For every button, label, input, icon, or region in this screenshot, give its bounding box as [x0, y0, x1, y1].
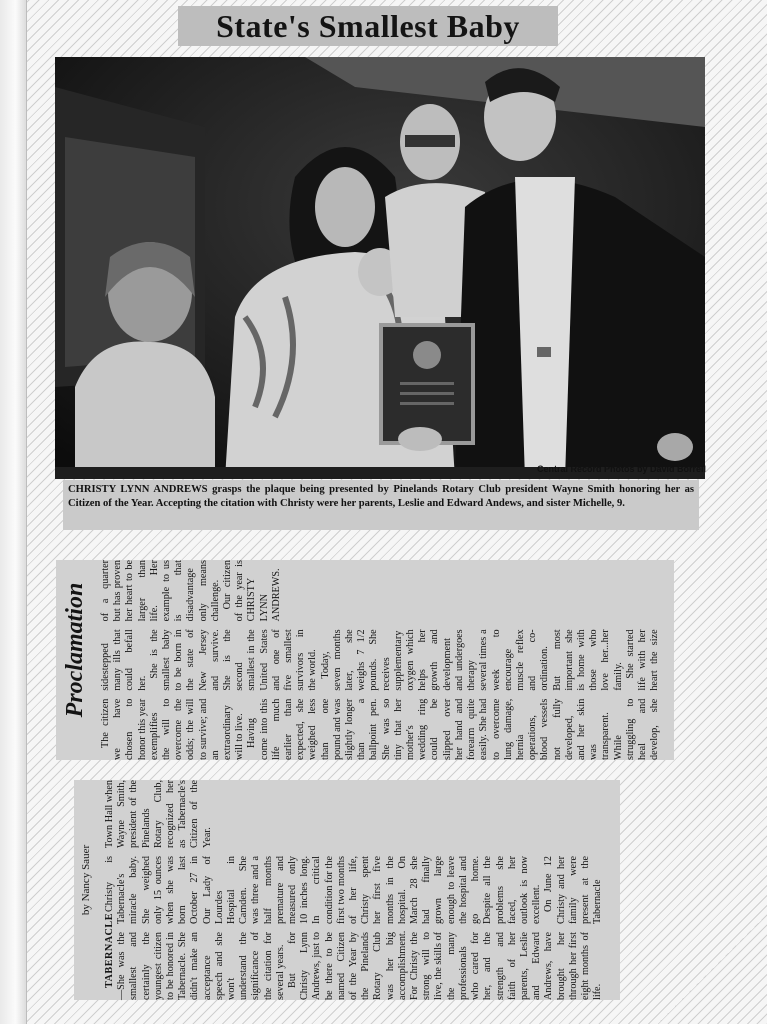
photo-caption: CHRISTY LYNN ANDREWS grasps the plaque being presented by Pinelands Rotary Club president Wayne Smith honoring her as Citizen of the Year. Accepting the citation with Christy were her parents, Leslie and Edward Andews, and sister Michelle, 9. — [63, 480, 699, 530]
proclamation-paragraph: She started life with her heart the size of a quarter but has proven her heart to be larger than life. Her example to us is that disadvantage only means challenge. — [100, 560, 661, 691]
article-text — [104, 780, 610, 1000]
article-lead: —She was the smallest and certainly the youngest citizen to be honored in Tabernacle. She didn't make an acceptance speech and she won't understand the significance of the citation for several years. — [116, 932, 286, 1000]
article-paragraph: Christy is Tabernacle's miracle baby. She weighed only 15 ounces when she was born last October 27 in Our Lady of Lourdes Hospital in Camden. She was three and a half months premature and measured only 10 inches long. In critical condition for the first two months of her life, Christy spent her first five months in the hospital. On March 28 she had finally grown large enough to leave the hospital and go home. Despite all the problems she faced, her outlook is now excellent. — [104, 856, 543, 924]
article-paragraph: But for Christy Lynn Andrews, just to be there to be named Citizen of the Year by the Pinelands Rotary Club was her big accomplishment. For Christy the strong will to live, the skills of the many professionals who cared for her, and the strength and faith of her parents, Leslie and Edward Andrews, have brought her through her first eight months of life. — [287, 930, 604, 1000]
proclamation-title: Proclamation — [62, 582, 88, 718]
proclamation-text — [100, 560, 672, 760]
article-lead-paragraph — [104, 912, 287, 1000]
headline: State's Smallest Baby — [178, 6, 558, 46]
proclamation-paragraph: The citizen we have chosen to honor this year exemplifies the will to overcome the odds; the will to survive; and an extraordinary will to live. — [100, 698, 246, 760]
byline: by Nancy Sauer — [80, 844, 92, 916]
proclamation-paragraph: Our citizen of the year is CHRISTY LYNN ANDREWS. — [222, 560, 282, 622]
article-paragraph: On June 12 Christy and her family were present at the Tabernacle Town Hall when Wayne Smith, president of the Pinelands Rotary Club, recognized her as Tabernacle's Citizen of the Year. — [104, 780, 604, 924]
dateline: TABERNACLE — [104, 912, 115, 988]
photo-credit: Central Record Photos by David Borrell — [536, 464, 706, 474]
proclamation-paragraph: Today, seven months later, she weighs 7 1/2 pounds. She receives supplementary oxygen which helps her growth and development and undergoes therapy several times a week to encourage muscle reflex and co-ordination. But most important she is home with those who love her...her family. — [319, 629, 624, 691]
proclamation-paragraph: She is the smallest baby to be born in the state of New Jersey and survive. She is the second smallest in the United States and one of five smallest survivors in the world. — [148, 629, 319, 691]
proclamation-paragraph: Having come into this life much earlier than expected, she weighed less than one pound and was slightly longer than a ballpoint pen. She was so tiny that her mother's wedding ring could be slipped over her hand and forearm quite easily. She had to overcome lung damage, hernia operations, blood vessels not fully developed, and her skin was transparent. While struggling to heal and develop, she sidestepped many ills that could befall her. — [100, 629, 661, 760]
news-photo — [55, 57, 705, 479]
binder-margin — [0, 0, 27, 1024]
